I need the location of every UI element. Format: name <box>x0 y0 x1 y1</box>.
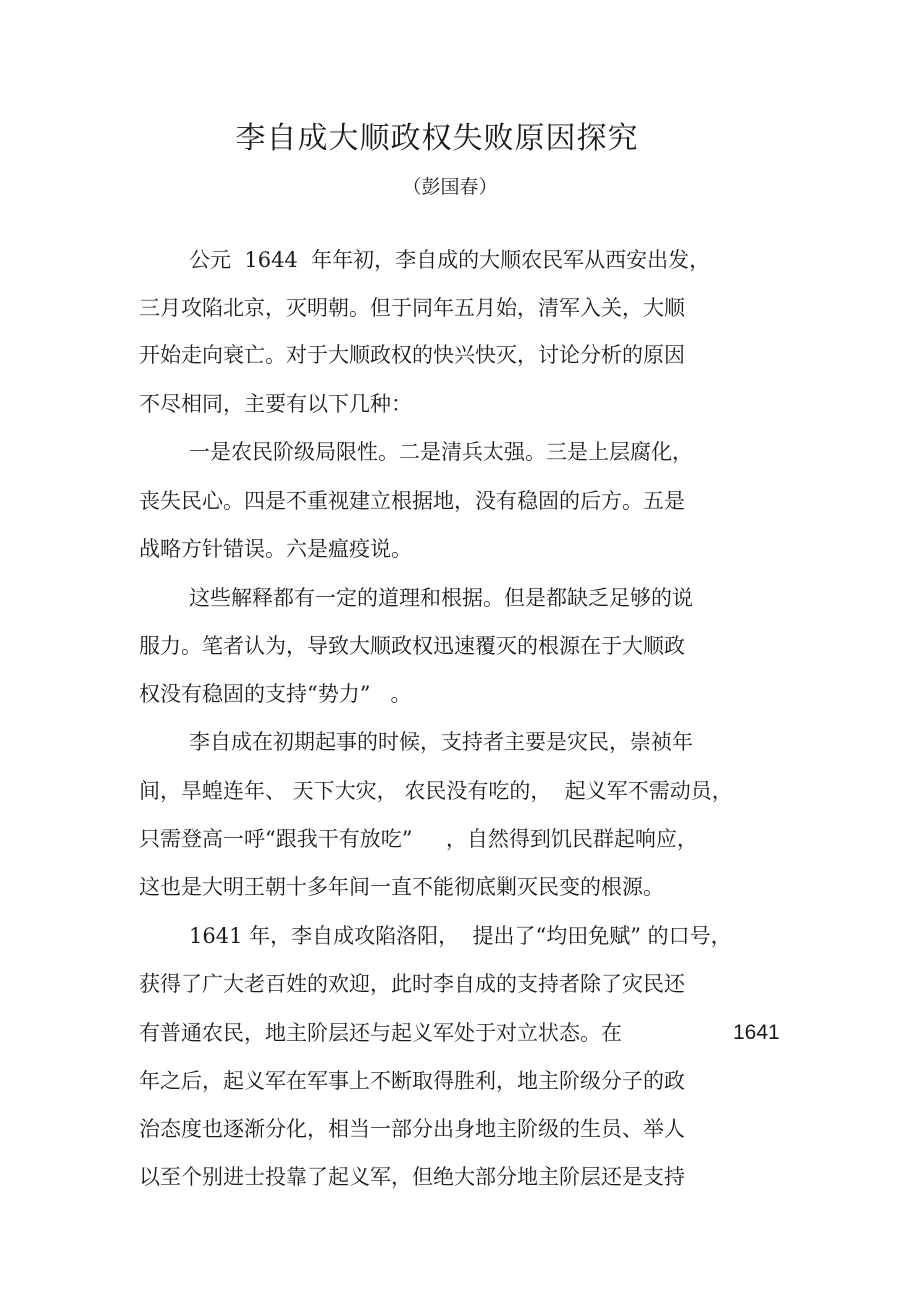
paragraph-line: 只需登高一呼“跟我干有放吃” ，自然得到饥民群起响应， <box>139 827 698 851</box>
paragraph-line: 三月攻陷北京，灭明朝。但于同年五月始，清军入关，大顺 <box>139 296 685 320</box>
paragraph-line: 年之后，起义军在军事上不断取得胜利，地主阶级分子的政 <box>139 1069 685 1093</box>
paragraph-line: 一是农民阶级局限性。二是清兵太强。三是上层腐化， <box>189 440 693 464</box>
paragraph-line: 以至个别进士投靠了起义军，但绝大部分地主阶层还是支持 <box>139 1165 685 1189</box>
paragraph-line: 权没有稳固的支持“势力” 。 <box>139 682 412 706</box>
paragraph-line: 战略方针错误。六是瘟疫说。 <box>139 537 412 561</box>
paragraph-line: 治态度也逐渐分化，相当一部分出身地主阶级的生员、举人 <box>139 1117 685 1141</box>
paragraph-line-number: 1641 <box>733 1021 780 1044</box>
document-author: （彭国春） <box>402 176 498 198</box>
paragraph-line: 李自成在初期起事的时候，支持者主要是灾民，崇祯年 <box>189 730 693 754</box>
paragraph-line: 这也是大明王朝十多年间一直不能彻底剿灭民变的根源。 <box>139 875 664 899</box>
paragraph-line: 服力。笔者认为，导致大顺政权迅速覆灭的根源在于大顺政 <box>139 634 685 658</box>
document-title: 李自成大顺政权失败原因探究 <box>235 121 639 156</box>
paragraph-line: 间，旱蝗连年、 天下大灾， 农民没有吃的， 起义军不需动员， <box>139 779 733 803</box>
paragraph-line: 不尽相同，主要有以下几种： <box>139 392 412 416</box>
paragraph-line: 获得了广大老百姓的欢迎，此时李自成的支持者除了灾民还 <box>139 972 685 996</box>
paragraph-line: 1641 年，李自成攻陷洛阳， 提出了“均田免赋” 的口号， <box>189 924 732 948</box>
paragraph-line: 这些解释都有一定的道理和根据。但是都缺乏足够的说 <box>189 586 693 610</box>
paragraph-line: 有普通农民，地主阶层还与起义军处于对立状态。在 <box>139 1021 622 1045</box>
paragraph-line: 丧失民心。四是不重视建立根据地，没有稳固的后方。五是 <box>139 489 685 513</box>
paragraph-line: 公元 1644 年年初，李自成的大顺农民军从西安出发， <box>189 248 711 272</box>
paragraph-line: 开始走向衰亡。对于大顺政权的快兴快灭，讨论分析的原因 <box>139 343 685 367</box>
